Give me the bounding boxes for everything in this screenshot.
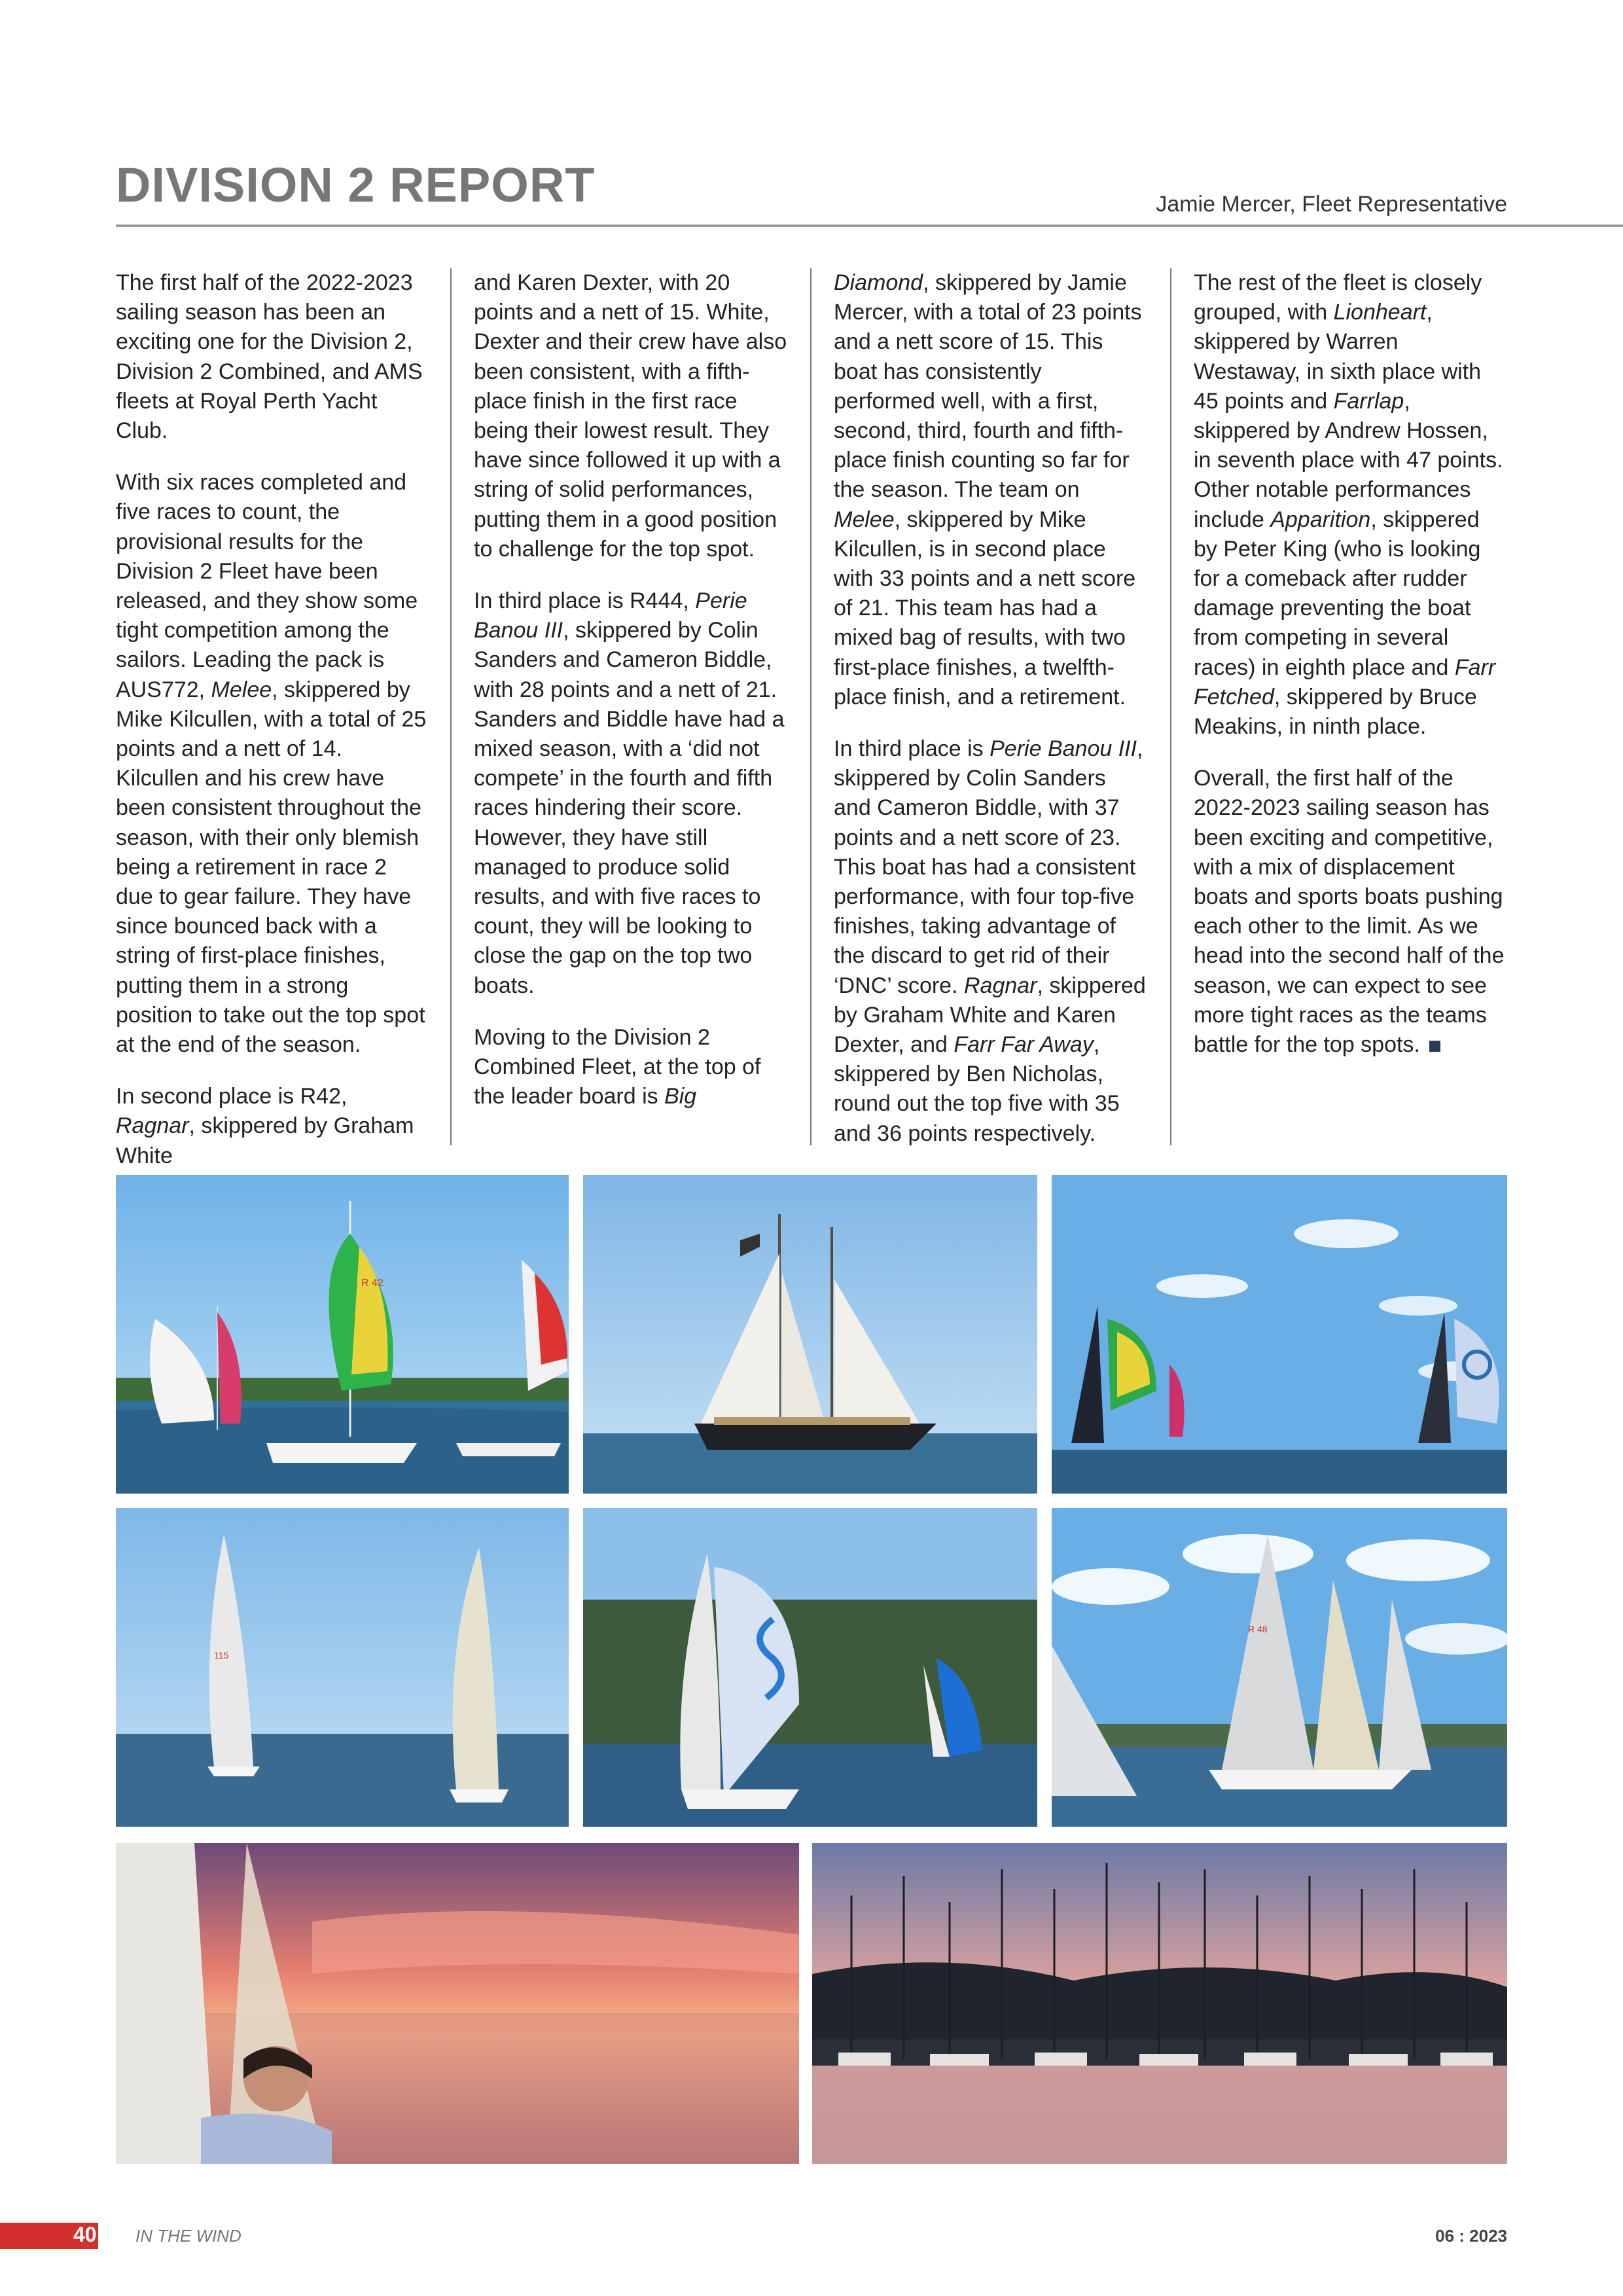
paragraph: In third place is R444, Perie Banou III, skippered by Colin Sanders and Cameron Biddle, with 28 points and a nett of 21. Sanders and Biddle have had a mixed season, with a ‘did not compete’ in the fourth and fifth races hindering their score. However, they have still managed to produce solid results, and with five races to count, they will be looking to close the gap on the top two boats. [474, 588, 785, 998]
paragraph: In second place is R42, Ragnar, skippered by Graham White [116, 1084, 414, 1168]
paragraph: and Karen Dexter, with 20 points and a nett of 15. White, Dexter and their crew have also been consistent, with a fifth-place finish in the first race being their lowest result. They have since followed it up with a string of solid performances, putting them in a good position to challenge for the top spot. [474, 270, 787, 562]
column-divider [450, 268, 452, 1145]
paragraph: Diamond, skippered by Jamie Mercer, with a total of 23 points and a nett score of 15. This boat has consistently performed well, with a first, second, third, fourth and fifth-place finish counting so far for the season. The team on Melee, skippered by Mike Kilcullen, is in second place with 33 points and a nett score of 21. This team has had a mixed bag of results, with two first-place finishes, a twelfth-place finish, and a retirement. [834, 270, 1142, 709]
sail-number-label: R 42 [361, 1278, 383, 1289]
sail-number-label: 115 [214, 1650, 229, 1660]
paragraph: Overall, the first half of the 2022-2023 sailing season has been exciting and competitive, with a mix of displacement boats and sports boats pushing each other to the limit. As we head into the second half of the season, we can expect to see more tight races as the teams battle for the top spots. [1194, 766, 1505, 1058]
issue-number: 06 : 2023 [1435, 2226, 1507, 2246]
photo-upwind-fleet [1052, 1508, 1507, 1827]
photo-spinnakers-r42 [116, 1175, 569, 1494]
column-divider [810, 268, 812, 1145]
article-column-2 [474, 268, 788, 1152]
end-of-article-mark [1429, 1041, 1440, 1052]
photo-spinnaker-115 [583, 1508, 1037, 1827]
article-column-1 [116, 268, 430, 1168]
article-column-4 [1194, 268, 1508, 1152]
photo-sunset-crew [116, 1843, 799, 2164]
photo-marina-dusk [812, 1843, 1507, 2164]
article-column-3 [834, 268, 1148, 1152]
paragraph: With six races completed and five races to count, the provisional results for the Division 2 Fleet have been released, and they show some tight competition among the sailors. Leading the pack is AUS772, Melee, skippered by Mike Kilcullen, with a total of 25 points and a nett of 14. Kilcullen and his crew have been consistent throughout the season, with their only blemish being a retirement in race 2 due to gear failure. They have since bounced back with a string of first-place finishes, putting them in a strong position to take out the top spot at the end of the season. [116, 470, 427, 1058]
paragraph: The first half of the 2022-2023 sailing season has been an exciting one for the Division 2, Division 2 Combined, and AMS fleets at Royal Perth Yacht Club. [116, 270, 423, 444]
author-byline: Jamie Mercer, Fleet Representative [1156, 192, 1507, 217]
header-divider [116, 224, 1623, 227]
paragraph: In third place is Perie Banou III, skippered by Colin Sanders and Cameron Biddle, with 37 points and a nett score of 23. This boat has had a consistent performance, with four top-five finishes, taking advantage of the discard to get rid of their ‘DNC’ score. Ragnar, skippered by Graham White and Karen Dexter, and Farr Far Away, skippered by Ben Nicholas, round out the top five with 35 and 36 points respectively. [834, 736, 1146, 1146]
paragraph: Moving to the Division 2 Combined Fleet, at the top of the leader board is Big [474, 1024, 761, 1109]
photo-schooner [583, 1175, 1037, 1494]
photo-two-yachts [116, 1508, 569, 1827]
page-number: 40 [73, 2223, 97, 2246]
magazine-name: IN THE WIND [135, 2226, 241, 2246]
sail-number-label: R 48 [1248, 1624, 1268, 1634]
paragraph: The rest of the fleet is closely grouped, with Lionheart, skippered by Warren Westaway, in sixth place with 45 points and Farrlap, skippered by Andrew Hossen, in seventh place with 47 points. Other notable performances include Apparition, skippered by Peter King (who is looking for a comeback after rudder damage preventing the boat from competing in several races) in eighth place and Farr Fetched, skippered by Bruce Meakins, in ninth place. [1194, 270, 1503, 740]
photo-fleet-spinnakers [1052, 1175, 1507, 1494]
page-title: DIVISION 2 REPORT [116, 158, 596, 212]
column-divider [1170, 268, 1171, 1145]
